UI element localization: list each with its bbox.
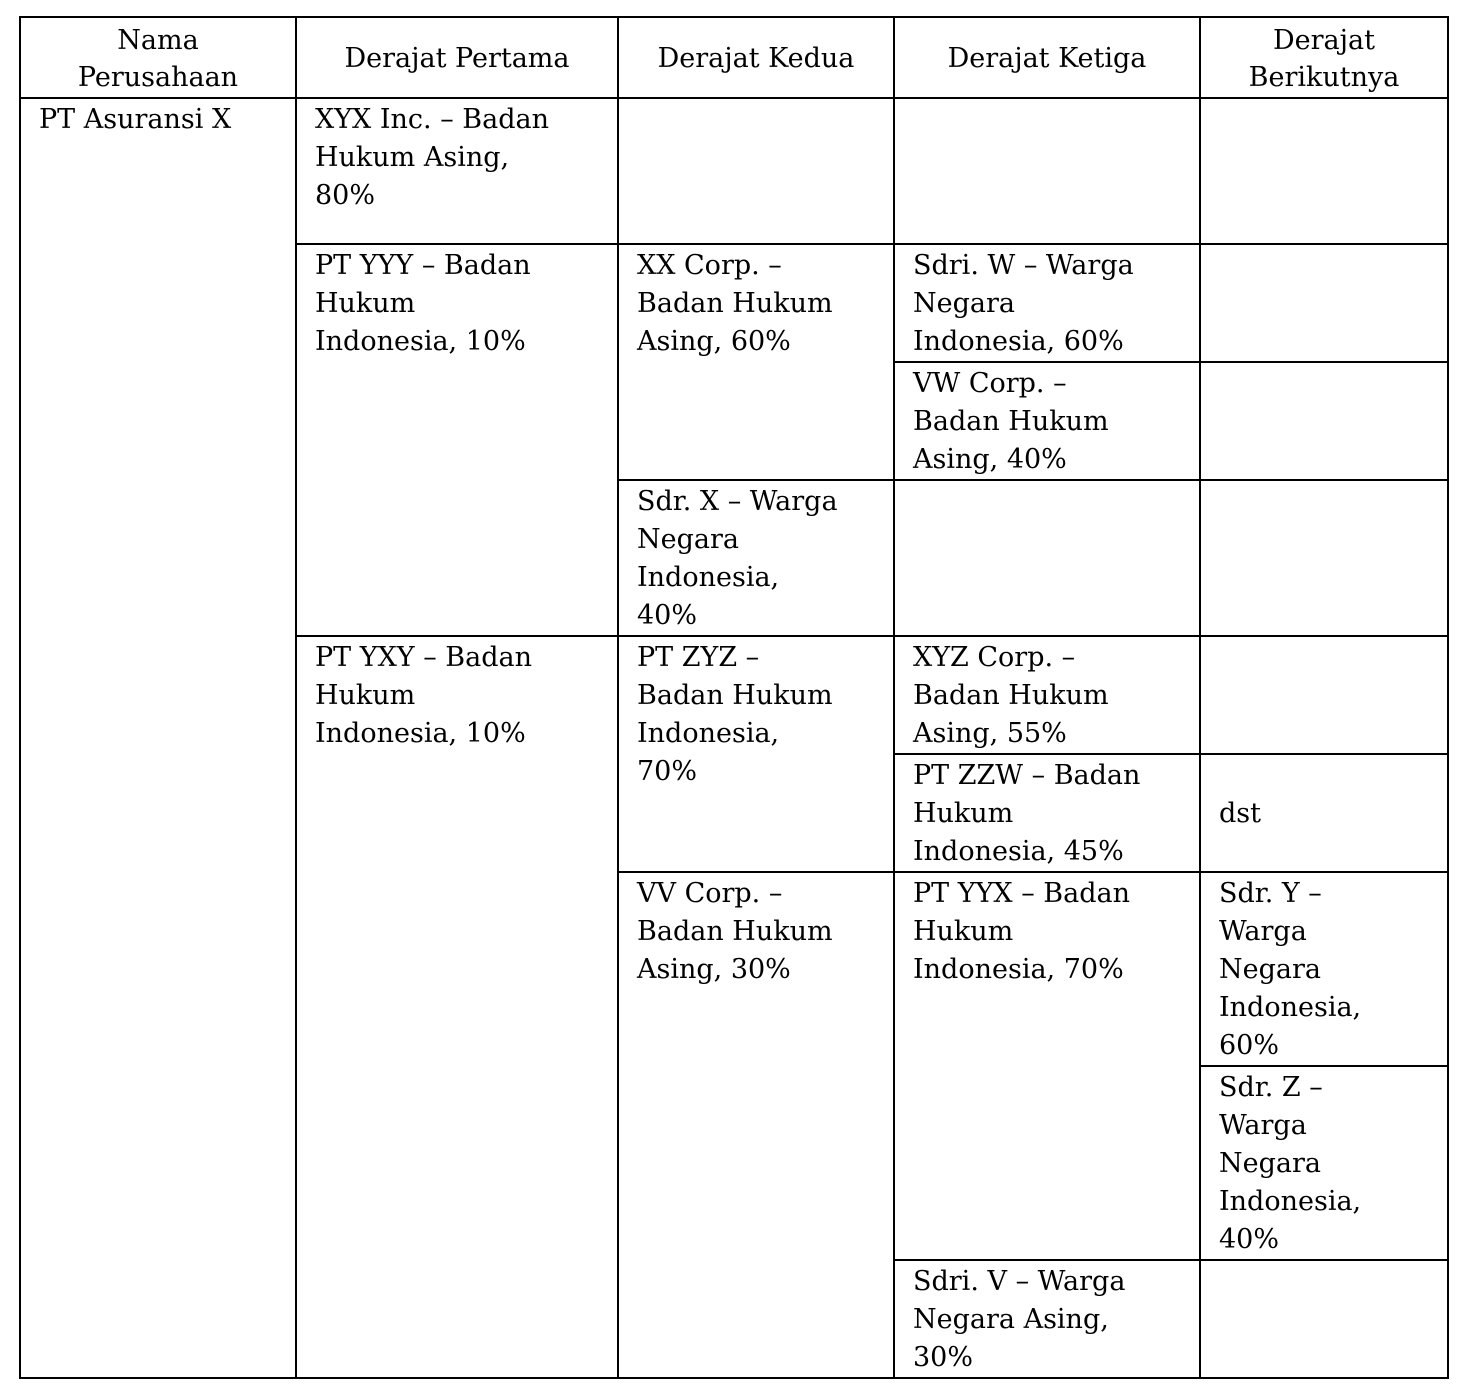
first-degree-cell: XYX Inc. – Badan Hukum Asing, 80%	[296, 98, 618, 244]
company-cell: PT Asuransi X	[20, 98, 296, 1378]
third-degree-cell: Sdri. W – Warga Negara Indonesia, 60%	[894, 244, 1200, 362]
ownership-table-wrapper	[19, 16, 1449, 1379]
empty-cell	[894, 98, 1200, 244]
empty-cell	[1200, 1260, 1448, 1378]
third-degree-cell: PT ZZW – Badan Hukum Indonesia, 45%	[894, 754, 1200, 872]
third-degree-cell: Sdri. V – Warga Negara Asing, 30%	[894, 1260, 1200, 1378]
header-next-degree: Derajat Berikutnya	[1200, 17, 1448, 98]
header-row	[20, 17, 1448, 98]
next-degree-cell: dst	[1200, 754, 1448, 872]
header-first-degree: Derajat Pertama	[296, 17, 618, 98]
next-degree-cell: Sdr. Y – Warga Negara Indonesia, 60%	[1200, 872, 1448, 1066]
empty-cell	[1200, 480, 1448, 636]
ownership-table	[19, 16, 1449, 1379]
next-degree-cell: Sdr. Z – Warga Negara Indonesia, 40%	[1200, 1066, 1448, 1260]
second-degree-cell: PT ZYZ – Badan Hukum Indonesia, 70%	[618, 636, 894, 872]
header-third-degree: Derajat Ketiga	[894, 17, 1200, 98]
empty-cell	[1200, 636, 1448, 754]
empty-cell	[1200, 362, 1448, 480]
second-degree-cell: XX Corp. – Badan Hukum Asing, 60%	[618, 244, 894, 480]
first-degree-cell: PT YXY – Badan Hukum Indonesia, 10%	[296, 636, 618, 1378]
empty-cell	[618, 98, 894, 244]
empty-cell	[1200, 98, 1448, 244]
third-degree-cell: XYZ Corp. – Badan Hukum Asing, 55%	[894, 636, 1200, 754]
header-company-name: Nama Perusahaan	[20, 17, 296, 98]
empty-cell	[894, 480, 1200, 636]
header-second-degree: Derajat Kedua	[618, 17, 894, 98]
first-degree-cell: PT YYY – Badan Hukum Indonesia, 10%	[296, 244, 618, 636]
second-degree-cell: VV Corp. – Badan Hukum Asing, 30%	[618, 872, 894, 1378]
table-row	[20, 98, 1448, 244]
second-degree-cell: Sdr. X – Warga Negara Indonesia, 40%	[618, 480, 894, 636]
third-degree-cell: VW Corp. – Badan Hukum Asing, 40%	[894, 362, 1200, 480]
empty-cell	[1200, 244, 1448, 362]
third-degree-cell: PT YYX – Badan Hukum Indonesia, 70%	[894, 872, 1200, 1260]
